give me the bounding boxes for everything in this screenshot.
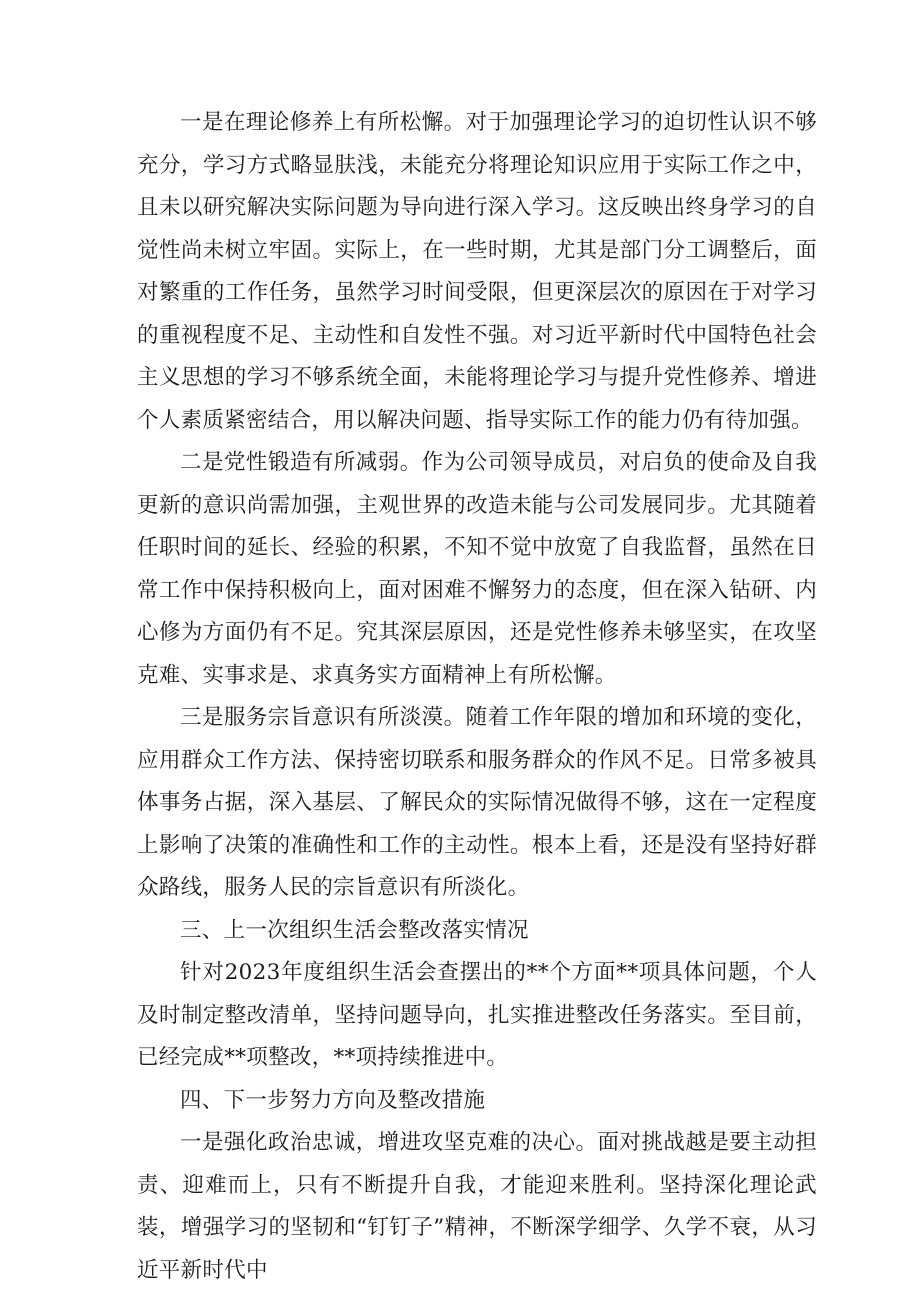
document-body — [137, 102, 817, 1292]
paragraph-theory-cultivation: 一是在理论修养上有所松懈。对于加强理论学习的迫切性认识不够充分，学习方式略显肤浅，未能充分将理论知识应用于实际工作之中，且未以研究解决实际问题为导向进行深入学习。这反映出终身学习的自觉性尚未树立牢固。实际上，在一些时期，尤其是部门分工调整后，面对繁重的工作任务，虽然学习时间受限，但更深层次的原因在于对学习的重视程度不足、主动性和自发性不强。对习近平新时代中国特色社会主义思想的学习不够系统全面，未能将理论学习与提升党性修养、增进个人素质紧密结合，用以解决问题、指导实际工作的能力仍有待加强。 — [137, 110, 817, 433]
paragraph-political-loyalty: 一是强化政治忠诚，增进攻坚克难的决心。面对挑战越是要主动担责、迎难而上，只有不断提升自我，才能迎来胜利。坚持深化理论武装，增强学习的坚韧和“钉钉子”精神，不断深学细学、久学不衰，从习近平新时代中 — [137, 1130, 817, 1283]
paragraph-party-spirit: 二是党性锻造有所减弱。作为公司领导成员，对启负的使命及自我更新的意识尚需加强，主观世界的改造未能与公司发展同步。尤其随着任职时间的延长、经验的积累，不知不觉中放宽了自我监督，虽然在日常工作中保持积极向上，面对困难不懈努力的态度，但在深入钻研、内心修为方面仍有不足。究其深层原因，还是党性修养未够坚实，在攻坚克难、实事求是、求真务实方面精神上有所松懈。 — [137, 450, 817, 688]
section-heading-rectification-status: 三、上一次组织生活会整改落实情况 — [180, 917, 529, 943]
paragraph-service-purpose: 三是服务宗旨意识有所淡漠。随着工作年限的增加和环境的变化，应用群众工作方法、保持密切联系和服务群众的作风不足。日常多被具体事务占据，深入基层、了解民众的实际情况做得不够，这在一定程度上影响了决策的准确性和工作的主动性。根本上看，还是没有坚持好群众路线，服务人民的宗旨意识有所淡化。 — [137, 705, 817, 900]
section-heading-next-steps: 四、下一步努力方向及整改措施 — [180, 1087, 486, 1113]
paragraph-rectification-status: 针对2023年度组织生活会查摆出的**个方面**项具体问题，个人及时制定整改清单，坚持问题导向，扎实推进整改任务落实。至目前，已经完成**项整改，**项持续推进中。 — [137, 960, 817, 1070]
